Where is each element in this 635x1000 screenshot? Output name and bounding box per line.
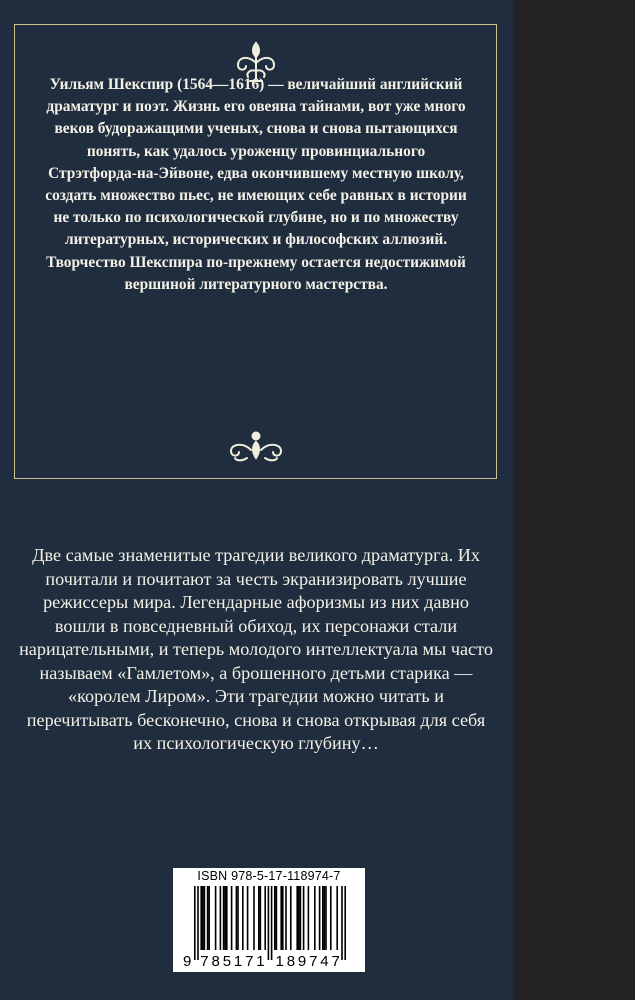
- barcode-digit: 8: [211, 953, 220, 970]
- barcode-bar: [237, 886, 239, 950]
- barcode-bar: [268, 886, 270, 960]
- barcode-bar: [208, 886, 210, 950]
- barcode-bar: [202, 886, 204, 950]
- barcode-digit: 7: [331, 953, 340, 970]
- isbn-label: ISBN 978-5-17-118974-7: [197, 869, 341, 883]
- barcode-bar: [298, 886, 300, 950]
- barcode-bars: [181, 886, 357, 970]
- book-spine: [513, 0, 635, 1000]
- barcode-bar: [223, 886, 225, 950]
- barcode-bar: [314, 886, 316, 950]
- barcode-bar: [300, 886, 302, 950]
- barcode-bar: [194, 886, 196, 960]
- barcode-bar: [226, 886, 228, 950]
- barcode-digit: 1: [233, 953, 243, 970]
- barcode-bar: [290, 886, 292, 950]
- barcode-digit: 7: [200, 953, 209, 970]
- barcode-bar: [264, 886, 266, 950]
- barcode-bar: [236, 886, 238, 950]
- barcode-bar: [341, 886, 343, 960]
- barcode-bar: [204, 886, 206, 950]
- barcode-bar: [274, 886, 276, 950]
- barcode-bar: [271, 886, 273, 960]
- barcode-bar: [280, 886, 282, 950]
- barcode-bar: [247, 886, 249, 950]
- barcode-digit: 9: [183, 953, 192, 970]
- barcode-digit: 8: [286, 953, 296, 970]
- barcode-digit: 1: [256, 953, 265, 970]
- barcode-digit: 5: [222, 953, 232, 970]
- barcode-bar: [282, 886, 284, 950]
- barcode-bar: [253, 886, 255, 950]
- barcode-bar: [319, 886, 321, 950]
- barcode-bar: [308, 886, 310, 950]
- barcode-digit: 7: [245, 953, 254, 970]
- barcode-bar: [258, 886, 260, 950]
- barcode-digit: 4: [320, 953, 329, 970]
- author-biography: [44, 74, 468, 296]
- barcode-bar: [324, 886, 326, 950]
- barcode-bar: [303, 886, 305, 950]
- barcode-bar: [276, 886, 278, 950]
- biography-paragraph: Творчество Шекспира по-прежнему остается недостижимой вершиной литературного мастерства.: [46, 253, 466, 293]
- barcode-digit: 1: [275, 953, 284, 970]
- barcode-bar: [260, 886, 262, 950]
- barcode-bar: [285, 886, 287, 950]
- biography-paragraph: Уильям Шекспир (1564—1616) — величайший английский драматург и поэт. Жизнь его овеяна тайнами, вот уже много веков будоражащими ученых, снова и снова пытающихся понять, как удалось уроженцу провинциального Стрэтфорда-на-Эйвоне, едва окончившему местную школу, создать множество пьес, не имеющих себе равных в истории не только по психологической глубине, но и по множеству литературных, исторических и философских аллюзий.: [45, 76, 467, 249]
- fleuron-divider-ornament-icon: [221, 430, 291, 466]
- barcode-bar: [231, 886, 233, 950]
- barcode-bar: [215, 886, 217, 950]
- barcode-digit: 9: [297, 953, 307, 970]
- barcode-bar: [224, 886, 226, 950]
- barcode-bar: [330, 886, 332, 950]
- barcode-bar: [207, 886, 209, 950]
- barcode-bar: [336, 886, 338, 950]
- isbn-barcode: [173, 868, 365, 972]
- barcode-bar: [242, 886, 244, 950]
- book-description: Две самые знаменитые трагедии великого драматурга. Их почитали и почитают за честь экранизировать лучшие режиссеры мира. Легендарные афоризмы из них давно вошли в повседневный обиход, их персонажи стали нарицательными, и теперь молодого интеллектуала мы часто называем «Гамлетом», а брошенного детьми старика — «королем Лиром». Эти трагедии можно читать и перечитывать бесконечно, снова и снова открывая для себя их психологическую глубину…: [19, 545, 493, 753]
- barcode-bar: [344, 886, 346, 960]
- barcode-bar: [296, 886, 298, 950]
- barcode-bar: [200, 886, 202, 950]
- barcode-bar: [325, 886, 327, 950]
- barcode-bar: [220, 886, 222, 950]
- barcode-bar: [322, 886, 324, 950]
- barcode-bar: [197, 886, 199, 960]
- barcode-digit: 7: [309, 953, 318, 970]
